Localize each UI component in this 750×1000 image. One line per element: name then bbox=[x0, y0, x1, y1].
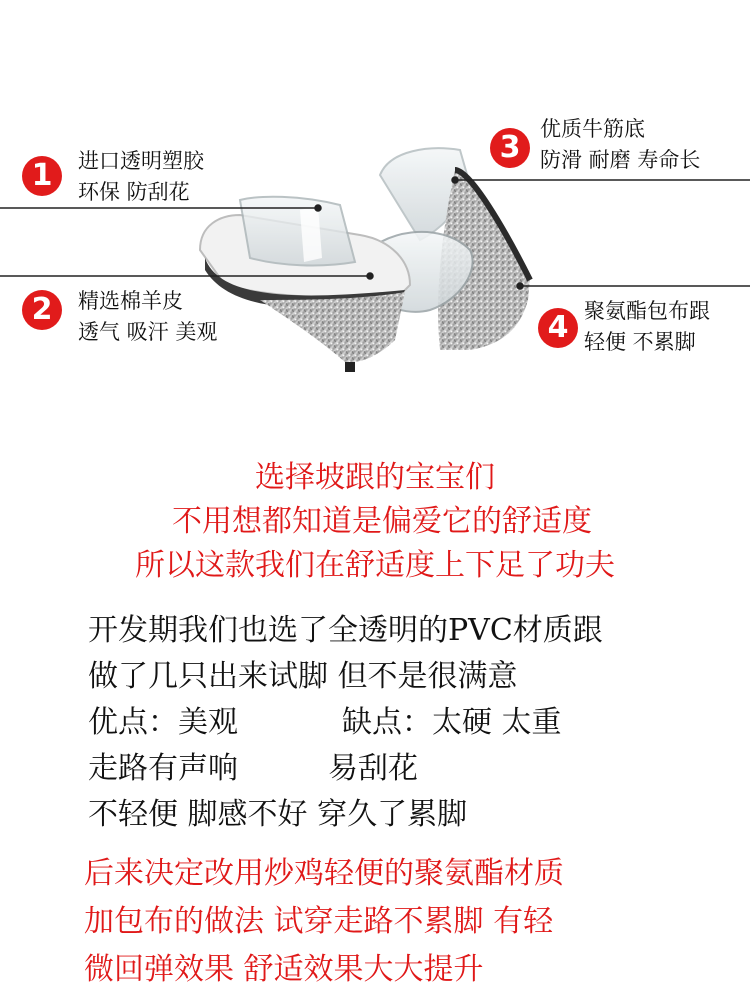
callout-3-line2: 防滑 耐磨 寿命长 bbox=[540, 148, 701, 172]
conclusion-text-block bbox=[84, 850, 750, 994]
story-scratch: 易刮花 bbox=[328, 751, 418, 786]
intro-line-1: 选择坡跟的宝宝们 bbox=[255, 460, 495, 495]
intro-line-2: 不用想都知道是偏爱它的舒适度 bbox=[172, 504, 592, 539]
story-line-2: 做了几只出来试脚 但不是很满意 bbox=[88, 659, 518, 694]
conclusion-line-3: 微回弹效果 舒适效果大大提升 bbox=[84, 952, 484, 987]
conclusion-line-2: 加包布的做法 试穿走路不累脚 有轻 bbox=[84, 904, 554, 939]
callout-1-line1: 进口透明塑胶 bbox=[78, 149, 204, 173]
badge-number-1: 1 bbox=[22, 156, 62, 196]
intro-line-3: 所以这款我们在舒适度上下足了功夫 bbox=[135, 548, 615, 583]
story-noise: 走路有声响 bbox=[88, 751, 238, 786]
intro-text-block bbox=[0, 456, 750, 588]
story-noise-row bbox=[88, 746, 750, 792]
development-story-block bbox=[88, 608, 750, 838]
front-sandal bbox=[200, 197, 410, 372]
callout-4-line2: 轻便 不累脚 bbox=[584, 330, 696, 354]
story-line-5: 不轻便 脚感不好 穿久了累脚 bbox=[88, 797, 468, 832]
callout-2-line1: 精选棉羊皮 bbox=[78, 289, 183, 313]
badge-number-4: 4 bbox=[538, 308, 578, 348]
callout-3-line1: 优质牛筋底 bbox=[540, 117, 645, 141]
story-line-1: 开发期我们也选了全透明的PVC材质跟 bbox=[88, 613, 603, 648]
story-pros-cons-row bbox=[88, 700, 750, 746]
badge-number-2: 2 bbox=[22, 290, 62, 330]
conclusion-line-1: 后来决定改用炒鸡轻便的聚氨酯材质 bbox=[84, 856, 564, 891]
badge-number-3: 3 bbox=[490, 128, 530, 168]
product-hero bbox=[0, 0, 750, 420]
story-cons: 缺点：太硬 太重 bbox=[342, 705, 562, 740]
story-pros: 优点：美观 bbox=[88, 705, 238, 740]
callout-4-line1: 聚氨酯包布跟 bbox=[584, 299, 710, 323]
callout-2-line2: 透气 吸汗 美观 bbox=[78, 320, 218, 344]
callout-1-line2: 环保 防刮花 bbox=[78, 180, 190, 204]
